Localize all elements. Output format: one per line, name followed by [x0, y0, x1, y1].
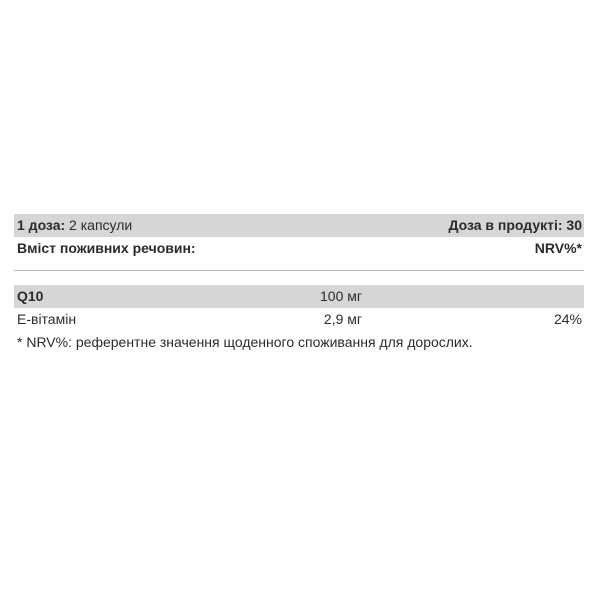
- nutrition-facts-panel: [14, 214, 584, 354]
- dose-info: [17, 214, 132, 237]
- nutrient-content-title: Вміст поживних речовин:: [17, 240, 196, 256]
- divider-line: [14, 270, 584, 271]
- dose-label: 1 доза:: [17, 217, 66, 233]
- nutrient-amount: 100 мг: [320, 288, 362, 304]
- nutrient-row: [14, 308, 584, 331]
- nutrient-name: E-вітамін: [17, 311, 77, 327]
- nutrient-nrv: 24%: [553, 311, 582, 327]
- nrv-footnote: * NRV%: референтне значення щоденного споживання для дорослих.: [17, 334, 473, 350]
- nrv-column-header: NRV%*: [534, 240, 582, 256]
- nutrient-amount: 2,9 мг: [323, 311, 362, 327]
- dose-header-row: [14, 214, 584, 237]
- nutrient-name: Q10: [17, 288, 44, 304]
- nutrient-row: [14, 285, 584, 308]
- servings-per-container: Доза в продукті: 30: [448, 217, 582, 233]
- dose-value: 2 капсули: [69, 217, 133, 233]
- nutrient-content-header-row: [14, 237, 584, 260]
